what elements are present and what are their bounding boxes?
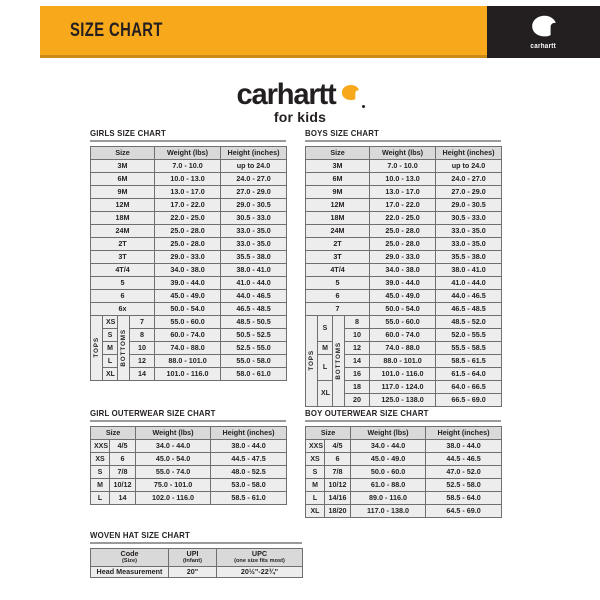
cell-weight: 17.0 - 22.0	[370, 199, 436, 212]
cell-alpha-size: S	[103, 329, 118, 342]
column-header-weight: Weight (lbs)	[370, 147, 436, 160]
cell-weight: 89.0 - 116.0	[351, 492, 426, 505]
cell-weight: 22.0 - 25.0	[370, 212, 436, 225]
cell-size: 10/12	[110, 479, 136, 492]
boys-size-chart-title: BOYS SIZE CHART	[305, 128, 380, 138]
cell-alpha-size: XXS	[91, 440, 110, 453]
table-row	[91, 440, 287, 453]
cell-size: 14	[110, 492, 136, 505]
brand-period-icon	[362, 105, 365, 108]
table-row	[91, 264, 287, 277]
woven-hat-table-body	[91, 566, 303, 577]
cell-height: 44.5 - 46.5	[426, 453, 502, 466]
cell-upc-value: 20½"-22¾"	[217, 566, 303, 577]
table-row	[91, 225, 287, 238]
cell-height: 44.5 - 47.5	[211, 453, 287, 466]
title-divider	[90, 140, 286, 142]
cell-weight: 39.0 - 44.0	[370, 277, 436, 290]
cell-height: 53.0 - 58.0	[211, 479, 287, 492]
cell-weight: 22.0 - 25.0	[155, 212, 221, 225]
cell-size: 12M	[91, 199, 155, 212]
carhartt-c-icon	[531, 15, 557, 42]
girls-size-chart-title: GIRLS SIZE CHART	[90, 128, 166, 138]
cell-height: 48.5 - 50.5	[221, 316, 287, 329]
cell-weight: 55.0 - 74.0	[136, 466, 211, 479]
cell-weight: 25.0 - 28.0	[370, 238, 436, 251]
cell-size: 9M	[91, 186, 155, 199]
boys-size-table-body	[306, 160, 502, 407]
girls-tops-group-label: TOPS	[91, 316, 103, 381]
cell-weight: 45.0 - 49.0	[155, 290, 221, 303]
cell-alpha-size: XXS	[306, 440, 325, 453]
cell-size: 6	[325, 453, 351, 466]
cell-weight: 39.0 - 44.0	[155, 277, 221, 290]
brand-tagline: for kids	[273, 109, 327, 125]
cell-row-label: Head Measurement	[91, 566, 169, 577]
cell-weight: 45.0 - 49.0	[370, 290, 436, 303]
cell-alpha-size: XL	[318, 381, 333, 407]
cell-alpha-size: XS	[91, 453, 110, 466]
table-row	[91, 251, 287, 264]
boys-tops-group-label: TOPS	[306, 316, 318, 407]
table-row	[91, 479, 287, 492]
cell-height: 66.5 - 69.0	[436, 394, 502, 407]
cell-weight: 117.0 - 138.0	[351, 505, 426, 518]
cell-size: 5	[306, 277, 370, 290]
cell-height: 44.0 - 46.5	[436, 290, 502, 303]
cell-weight: 55.0 - 60.0	[155, 316, 221, 329]
cell-height: 64.0 - 66.5	[436, 381, 502, 394]
cell-alpha-size: S	[318, 316, 333, 342]
column-header-weight: Weight (lbs)	[136, 427, 211, 440]
column-header-height: Height (inches)	[426, 427, 502, 440]
woven-hat-table	[90, 548, 303, 578]
boys-size-chart-section	[305, 128, 501, 407]
girl-outerwear-section	[90, 408, 286, 505]
cell-size: 6	[306, 290, 370, 303]
cell-height: 58.5 - 61.0	[211, 492, 287, 505]
cell-numeric-size: 16	[345, 368, 370, 381]
cell-weight: 25.0 - 28.0	[370, 225, 436, 238]
cell-alpha-size: XS	[103, 316, 118, 329]
girl-outerwear-title: GIRL OUTERWEAR SIZE CHART	[90, 408, 216, 418]
cell-height: 24.0 - 27.0	[436, 173, 502, 186]
header-logo-wordmark: carhartt	[530, 42, 557, 50]
table-row	[306, 453, 502, 466]
cell-height: 33.0 - 35.0	[436, 225, 502, 238]
cell-weight: 34.0 - 38.0	[370, 264, 436, 277]
girls-size-chart-section	[90, 128, 286, 381]
table-header-row	[306, 147, 502, 160]
boys-bottoms-group-label: BOTTOMS	[333, 316, 345, 407]
cell-size: 7	[306, 303, 370, 316]
table-row	[306, 251, 502, 264]
cell-weight: 29.0 - 33.0	[370, 251, 436, 264]
cell-size: 18/20	[325, 505, 351, 518]
cell-numeric-size: 8	[345, 316, 370, 329]
table-row	[91, 466, 287, 479]
cell-numeric-size: 8	[130, 329, 155, 342]
column-header-height: Height (inches)	[436, 147, 502, 160]
cell-size: 9M	[306, 186, 370, 199]
cell-height: 48.0 - 52.5	[211, 466, 287, 479]
column-header-upi	[169, 549, 217, 567]
brand-logo	[0, 78, 600, 125]
cell-height: 29.0 - 30.5	[436, 199, 502, 212]
cell-weight: 34.0 - 44.0	[351, 440, 426, 453]
cell-weight: 88.0 - 101.0	[155, 355, 221, 368]
cell-height: 38.0 - 41.0	[436, 264, 502, 277]
cell-height: 48.5 - 52.0	[436, 316, 502, 329]
title-divider	[90, 542, 302, 544]
cell-numeric-size: 14	[345, 355, 370, 368]
cell-size: 2T	[306, 238, 370, 251]
cell-weight: 117.0 - 124.0	[370, 381, 436, 394]
cell-weight: 102.0 - 116.0	[136, 492, 211, 505]
cell-upi-value: 20"	[169, 566, 217, 577]
table-row	[91, 453, 287, 466]
table-row	[91, 303, 287, 316]
header-logo-box	[487, 6, 600, 58]
cell-size: 14/16	[325, 492, 351, 505]
header-orange-bar	[40, 6, 487, 58]
cell-weight: 45.0 - 49.0	[351, 453, 426, 466]
cell-alpha-size: L	[91, 492, 110, 505]
cell-height: 24.0 - 27.0	[221, 173, 287, 186]
cell-alpha-size: L	[306, 492, 325, 505]
cell-size: 12M	[306, 199, 370, 212]
table-row	[91, 566, 303, 577]
cell-size: 10/12	[325, 479, 351, 492]
title-divider	[305, 420, 501, 422]
cell-height: 38.0 - 41.0	[221, 264, 287, 277]
cell-numeric-size: 10	[345, 329, 370, 342]
column-header-height: Height (inches)	[211, 427, 287, 440]
cell-height: 44.0 - 46.5	[221, 290, 287, 303]
cell-weight: 125.0 - 138.0	[370, 394, 436, 407]
cell-height: 46.5 - 48.5	[436, 303, 502, 316]
cell-size: 6	[91, 290, 155, 303]
cell-weight: 34.0 - 44.0	[136, 440, 211, 453]
table-header-row	[306, 427, 502, 440]
cell-size: 7/8	[325, 466, 351, 479]
cell-weight: 88.0 - 101.0	[370, 355, 436, 368]
cell-weight: 7.0 - 10.0	[155, 160, 221, 173]
cell-weight: 50.0 - 54.0	[370, 303, 436, 316]
cell-alpha-size: M	[91, 479, 110, 492]
cell-size: 2T	[91, 238, 155, 251]
cell-height: 30.5 - 33.0	[221, 212, 287, 225]
table-row	[306, 303, 502, 316]
cell-numeric-size: 18	[345, 381, 370, 394]
table-row	[91, 316, 287, 329]
title-divider	[90, 420, 286, 422]
column-header-size: Size	[91, 427, 136, 440]
carhartt-c-icon	[341, 84, 360, 106]
boys-size-table	[305, 146, 502, 407]
cell-size: 6	[110, 453, 136, 466]
header-main-text: Code	[120, 549, 139, 558]
table-header-row	[91, 549, 303, 567]
table-header-row	[91, 427, 287, 440]
header-sub-text: (one size fits most)	[234, 558, 285, 565]
cell-size: 18M	[91, 212, 155, 225]
woven-hat-section	[90, 530, 302, 578]
cell-weight: 17.0 - 22.0	[155, 199, 221, 212]
cell-weight: 34.0 - 38.0	[155, 264, 221, 277]
table-row	[306, 264, 502, 277]
cell-size: 3M	[306, 160, 370, 173]
cell-weight: 74.0 - 88.0	[155, 342, 221, 355]
cell-size: 3M	[91, 160, 155, 173]
cell-numeric-size: 12	[130, 355, 155, 368]
cell-weight: 60.0 - 74.0	[370, 329, 436, 342]
cell-height: 46.5 - 48.5	[221, 303, 287, 316]
table-row	[306, 199, 502, 212]
title-divider	[305, 140, 501, 142]
boy-outerwear-section	[305, 408, 501, 518]
cell-alpha-size: L	[103, 355, 118, 368]
table-row	[91, 277, 287, 290]
cell-numeric-size: 14	[130, 368, 155, 381]
table-row	[91, 160, 287, 173]
cell-weight: 13.0 - 17.0	[155, 186, 221, 199]
cell-height: 58.5 - 64.0	[426, 492, 502, 505]
column-header-size: Size	[306, 147, 370, 160]
cell-height: 52.5 - 55.0	[221, 342, 287, 355]
cell-size: 18M	[306, 212, 370, 225]
table-row	[306, 212, 502, 225]
table-row	[306, 225, 502, 238]
girls-size-table-body	[91, 160, 287, 381]
table-row	[306, 160, 502, 173]
cell-height: 61.5 - 64.0	[436, 368, 502, 381]
page-title: SIZE CHART	[70, 19, 163, 41]
table-row	[91, 173, 287, 186]
cell-height: 64.5 - 69.0	[426, 505, 502, 518]
page-header-banner	[40, 6, 600, 58]
cell-height: 50.5 - 52.5	[221, 329, 287, 342]
table-row	[91, 199, 287, 212]
cell-size: 7/8	[110, 466, 136, 479]
cell-weight: 101.0 - 116.0	[155, 368, 221, 381]
cell-size: 24M	[91, 225, 155, 238]
column-header-upc	[217, 549, 303, 567]
column-header-weight: Weight (lbs)	[155, 147, 221, 160]
cell-numeric-size: 7	[130, 316, 155, 329]
table-row	[306, 316, 502, 329]
table-row	[306, 186, 502, 199]
table-row	[306, 173, 502, 186]
cell-height: 47.0 - 52.0	[426, 466, 502, 479]
girls-bottoms-group-label: BOTTOMS	[118, 316, 130, 381]
cell-size: 4T/4	[306, 264, 370, 277]
cell-weight: 61.0 - 88.0	[351, 479, 426, 492]
cell-height: 35.5 - 38.0	[221, 251, 287, 264]
cell-alpha-size: M	[318, 342, 333, 355]
boy-outerwear-title: BOY OUTERWEAR SIZE CHART	[305, 408, 429, 418]
cell-numeric-size: 20	[345, 394, 370, 407]
cell-size: 3T	[91, 251, 155, 264]
cell-alpha-size: XL	[306, 505, 325, 518]
cell-weight: 74.0 - 88.0	[370, 342, 436, 355]
cell-weight: 75.0 - 101.0	[136, 479, 211, 492]
column-header-code	[91, 549, 169, 567]
cell-height: up to 24.0	[436, 160, 502, 173]
table-row	[306, 440, 502, 453]
cell-weight: 50.0 - 54.0	[155, 303, 221, 316]
cell-height: 33.0 - 35.0	[221, 225, 287, 238]
table-header-row	[91, 147, 287, 160]
cell-size: 4T/4	[91, 264, 155, 277]
cell-weight: 45.0 - 54.0	[136, 453, 211, 466]
cell-height: up to 24.0	[221, 160, 287, 173]
cell-alpha-size: M	[306, 479, 325, 492]
cell-height: 41.0 - 44.0	[436, 277, 502, 290]
cell-size: 4/5	[110, 440, 136, 453]
girls-size-table	[90, 146, 287, 381]
cell-height: 55.5 - 58.5	[436, 342, 502, 355]
cell-height: 38.0 - 44.0	[426, 440, 502, 453]
cell-size: 4/5	[325, 440, 351, 453]
cell-numeric-size: 12	[345, 342, 370, 355]
brand-logo-row	[235, 78, 364, 112]
cell-height: 27.0 - 29.0	[221, 186, 287, 199]
cell-size: 24M	[306, 225, 370, 238]
cell-alpha-size: S	[91, 466, 110, 479]
cell-size: 6M	[306, 173, 370, 186]
column-header-weight: Weight (lbs)	[351, 427, 426, 440]
cell-height: 33.0 - 35.0	[221, 238, 287, 251]
cell-alpha-size: S	[306, 466, 325, 479]
cell-height: 41.0 - 44.0	[221, 277, 287, 290]
cell-height: 38.0 - 44.0	[211, 440, 287, 453]
table-row	[306, 479, 502, 492]
girl-outerwear-table	[90, 426, 287, 505]
column-header-height: Height (inches)	[221, 147, 287, 160]
cell-weight: 25.0 - 28.0	[155, 238, 221, 251]
table-row	[306, 238, 502, 251]
cell-height: 55.0 - 58.0	[221, 355, 287, 368]
cell-alpha-size: L	[318, 355, 333, 381]
header-sub-text: (Size)	[122, 558, 137, 565]
table-row	[306, 290, 502, 303]
table-row	[306, 466, 502, 479]
cell-height: 52.0 - 55.5	[436, 329, 502, 342]
cell-weight: 10.0 - 13.0	[155, 173, 221, 186]
header-sub-text: (Infant)	[183, 558, 202, 565]
cell-height: 58.5 - 61.5	[436, 355, 502, 368]
table-row	[91, 212, 287, 225]
cell-weight: 13.0 - 17.0	[370, 186, 436, 199]
cell-alpha-size: XS	[306, 453, 325, 466]
boy-outerwear-table-body	[306, 440, 502, 518]
cell-height: 33.0 - 35.0	[436, 238, 502, 251]
cell-alpha-size: XL	[103, 368, 118, 381]
cell-size: 6M	[91, 173, 155, 186]
cell-weight: 10.0 - 13.0	[370, 173, 436, 186]
cell-height: 35.5 - 38.0	[436, 251, 502, 264]
cell-numeric-size: 10	[130, 342, 155, 355]
cell-weight: 7.0 - 10.0	[370, 160, 436, 173]
cell-height: 27.0 - 29.0	[436, 186, 502, 199]
cell-height: 58.0 - 61.0	[221, 368, 287, 381]
table-row	[306, 492, 502, 505]
cell-height: 52.5 - 58.0	[426, 479, 502, 492]
table-row	[91, 238, 287, 251]
cell-size: 6x	[91, 303, 155, 316]
cell-weight: 55.0 - 60.0	[370, 316, 436, 329]
header-main-text: UPI	[186, 549, 199, 558]
cell-weight: 50.0 - 60.0	[351, 466, 426, 479]
woven-hat-title: WOVEN HAT SIZE CHART	[90, 530, 190, 540]
table-row	[306, 277, 502, 290]
column-header-size: Size	[91, 147, 155, 160]
girl-outerwear-table-body	[91, 440, 287, 505]
cell-weight: 60.0 - 74.0	[155, 329, 221, 342]
column-header-size: Size	[306, 427, 351, 440]
table-row	[91, 290, 287, 303]
cell-height: 30.5 - 33.0	[436, 212, 502, 225]
cell-size: 3T	[306, 251, 370, 264]
table-row	[91, 492, 287, 505]
table-row	[91, 186, 287, 199]
cell-height: 29.0 - 30.5	[221, 199, 287, 212]
cell-weight: 29.0 - 33.0	[155, 251, 221, 264]
cell-weight: 25.0 - 28.0	[155, 225, 221, 238]
brand-wordmark: carhartt	[236, 78, 337, 111]
cell-alpha-size: M	[103, 342, 118, 355]
table-row	[306, 505, 502, 518]
boy-outerwear-table	[305, 426, 502, 518]
cell-weight: 101.0 - 116.0	[370, 368, 436, 381]
cell-size: 5	[91, 277, 155, 290]
header-main-text: UPC	[251, 549, 268, 558]
